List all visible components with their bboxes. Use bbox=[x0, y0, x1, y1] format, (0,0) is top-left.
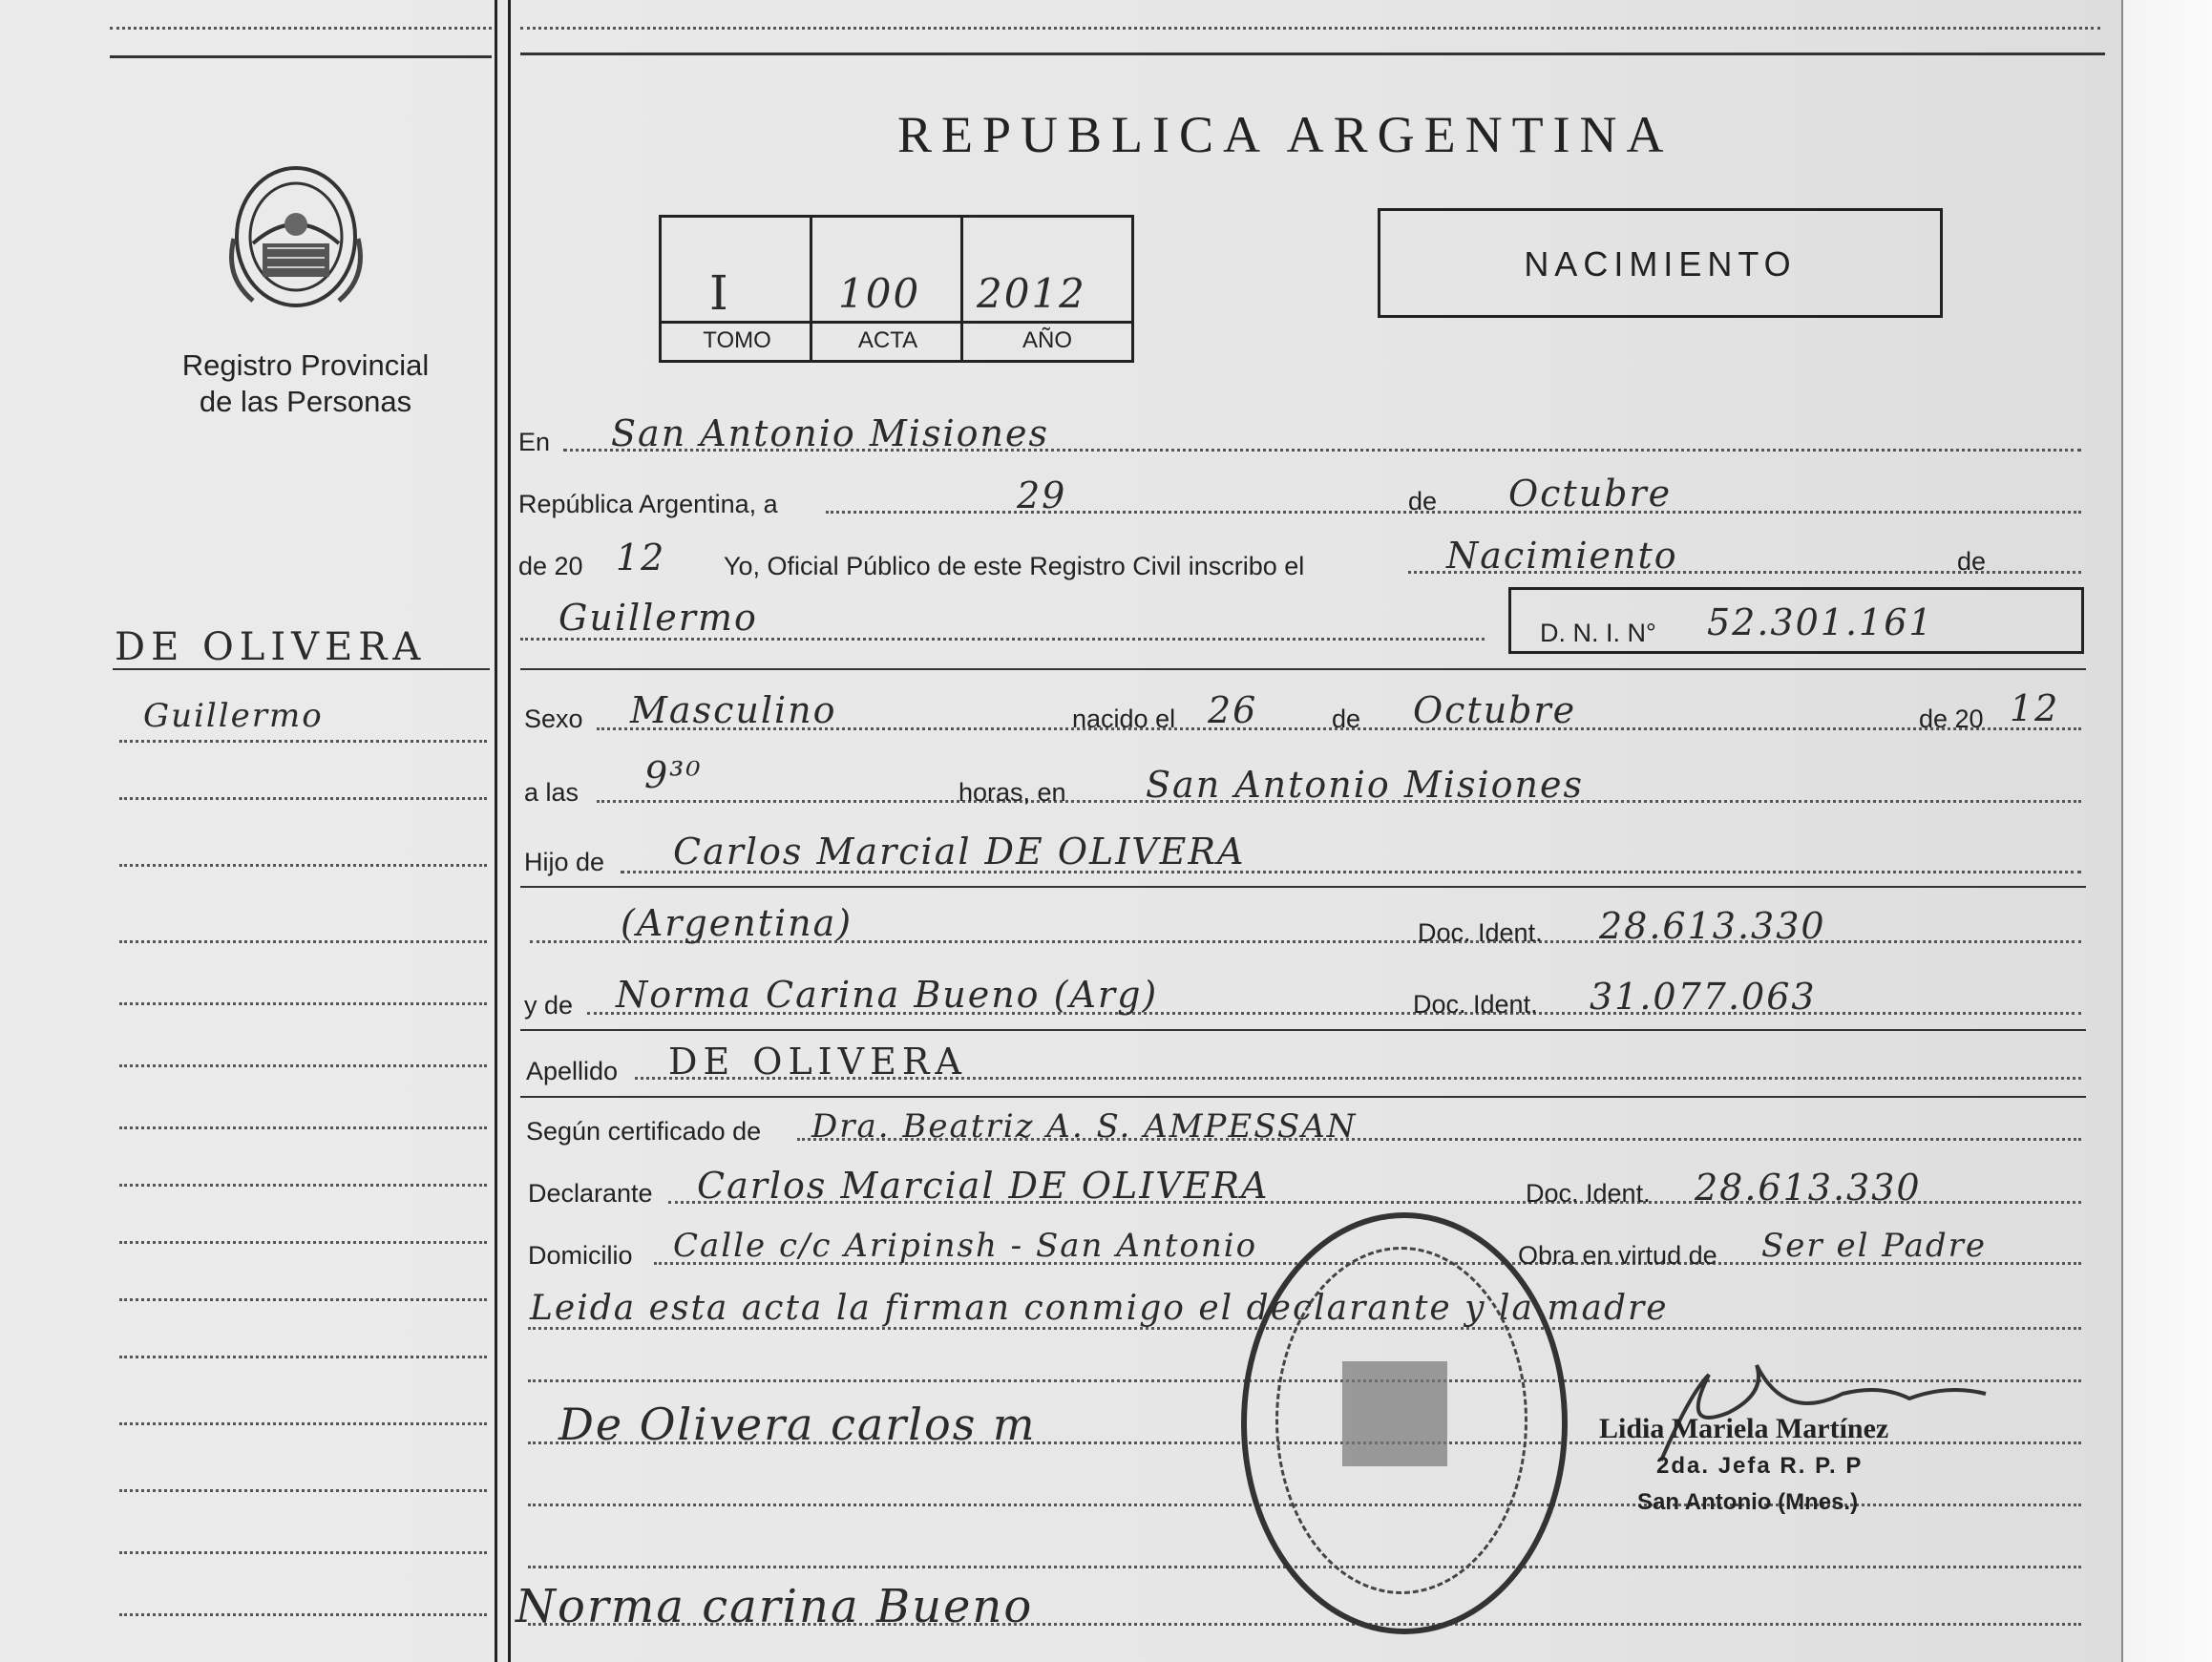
leida-text: Leida esta acta la firman conmigo el declarante y la madre bbox=[530, 1289, 1669, 1328]
en-value: San Antonio Misiones bbox=[611, 412, 1049, 454]
official-round-stamp bbox=[1241, 1212, 1568, 1634]
alas-label: a las bbox=[524, 778, 579, 807]
official-role: 2da. Jefa R. P. P bbox=[1656, 1453, 1864, 1479]
provincial-seal-emblem bbox=[215, 153, 377, 320]
registry-name-line1: Registro Provincial bbox=[181, 348, 430, 382]
sexo-value: Masculino bbox=[630, 689, 837, 731]
nacido-anio-prefix: de 20 bbox=[1919, 705, 1984, 733]
firma-madre: Norma carina Bueno bbox=[516, 1580, 1034, 1633]
stamp-center-emblem bbox=[1342, 1361, 1447, 1466]
hora-value: 9³⁰ bbox=[644, 754, 703, 796]
de-label: de bbox=[1408, 487, 1438, 515]
anio-prefix: de 20 bbox=[518, 552, 583, 580]
de-label-3: de bbox=[1332, 705, 1361, 733]
padre-doc: 28.613.330 bbox=[1599, 905, 1826, 947]
margin-surname: DE OLIVERA bbox=[115, 625, 427, 669]
margin-line bbox=[119, 864, 487, 867]
inscribe-value: Nacimiento bbox=[1446, 535, 1678, 577]
margin-line bbox=[119, 1356, 487, 1358]
nacido-mes: Octubre bbox=[1413, 689, 1577, 731]
padre-doc-label: Doc. Ident. bbox=[1418, 918, 1543, 947]
mes-value: Octubre bbox=[1508, 473, 1673, 515]
record-type-label: NACIMIENTO bbox=[1524, 244, 1797, 284]
margin-line bbox=[119, 1489, 487, 1492]
padre-value: Carlos Marcial DE OLIVERA bbox=[673, 831, 1246, 873]
record-type-box bbox=[1378, 208, 1943, 318]
sexo-label: Sexo bbox=[524, 705, 583, 733]
firma-padre: De Olivera carlos m bbox=[558, 1399, 1037, 1450]
obra-label: Obra en virtud de bbox=[1518, 1241, 1717, 1270]
de-label-2: de bbox=[1957, 547, 1987, 576]
form-top-rule bbox=[520, 53, 2105, 55]
apellido-label: Apellido bbox=[526, 1057, 619, 1085]
acta-table bbox=[659, 215, 1134, 363]
official-name: Lidia Mariela Martínez bbox=[1599, 1413, 1889, 1444]
dia-value: 29 bbox=[1017, 474, 1067, 516]
tomo-label: TOMO bbox=[703, 327, 771, 353]
margin-divider bbox=[508, 0, 511, 1662]
madre-doc: 31.077.063 bbox=[1590, 976, 1817, 1018]
margin-given-name: Guillermo bbox=[143, 697, 324, 735]
margin-line bbox=[119, 1126, 487, 1129]
en-label: En bbox=[518, 428, 551, 456]
certificado-label: Según certificado de bbox=[526, 1117, 762, 1146]
nacido-label: nacido el bbox=[1072, 705, 1176, 733]
republica-label: República Argentina, a bbox=[518, 490, 778, 518]
dni-value: 52.301.161 bbox=[1707, 601, 1934, 643]
yde-label: y de bbox=[524, 991, 574, 1020]
oficial-text: Yo, Oficial Público de este Registro Civil inscribo el bbox=[724, 552, 1305, 580]
madre-value: Norma Carina Bueno (Arg) bbox=[616, 974, 1159, 1016]
domicilio-label: Domicilio bbox=[528, 1241, 633, 1270]
margin-top-rule bbox=[110, 55, 492, 58]
nombre-value: Guillermo bbox=[558, 597, 758, 639]
declarante-label: Declarante bbox=[528, 1179, 653, 1208]
top-dotted-line bbox=[110, 27, 492, 30]
horas-label: horas, en bbox=[959, 778, 1066, 807]
nacido-dia: 26 bbox=[1208, 689, 1258, 731]
acta-value: 100 bbox=[838, 270, 921, 317]
tomo-value: I bbox=[709, 265, 730, 321]
margin-line bbox=[119, 1298, 487, 1301]
country-title: REPUBLICA ARGENTINA bbox=[897, 106, 1674, 163]
margin-line bbox=[119, 1002, 487, 1005]
anio-inscripcion: 12 bbox=[616, 536, 666, 579]
declarante-value: Carlos Marcial DE OLIVERA bbox=[697, 1165, 1270, 1207]
apellido-value: DE OLIVERA bbox=[668, 1041, 967, 1083]
margin-line bbox=[119, 740, 487, 743]
obra-value: Ser el Padre bbox=[1761, 1227, 1988, 1265]
margin-divider bbox=[495, 0, 497, 1662]
nacido-anio: 12 bbox=[2010, 687, 2060, 729]
official-place: San Antonio (Mnes.) bbox=[1637, 1489, 1859, 1515]
margin-line bbox=[119, 1064, 487, 1067]
acta-label: ACTA bbox=[857, 327, 918, 353]
margin-line bbox=[119, 1184, 487, 1187]
padre-nacionalidad: (Argentina) bbox=[621, 902, 853, 944]
dni-box bbox=[1508, 587, 2084, 654]
margin-line bbox=[119, 940, 487, 943]
margin-line bbox=[119, 1613, 487, 1616]
declarante-doc: 28.613.330 bbox=[1695, 1167, 1922, 1209]
page-edge bbox=[2121, 0, 2212, 1662]
dni-label: D. N. I. N° bbox=[1540, 619, 1656, 647]
registry-name-line2: de las Personas bbox=[199, 385, 412, 418]
certificado-value: Dra. Beatriz A. S. AMPESSAN bbox=[811, 1107, 1358, 1146]
margin-line bbox=[119, 1241, 487, 1244]
lugar-value: San Antonio Misiones bbox=[1146, 764, 1584, 806]
hijo-label: Hijo de bbox=[524, 848, 605, 876]
margin-line bbox=[119, 1551, 487, 1554]
domicilio-value: Calle c/c Aripinsh - San Antonio bbox=[673, 1227, 1258, 1265]
margin-line bbox=[119, 1422, 487, 1425]
declarante-doc-label: Doc. Ident. bbox=[1526, 1179, 1651, 1208]
anio-value: 2012 bbox=[977, 270, 1086, 317]
margin-line bbox=[113, 668, 490, 670]
madre-doc-label: Doc. Ident. bbox=[1413, 990, 1538, 1019]
margin-line bbox=[119, 797, 487, 800]
anio-label: AÑO bbox=[1022, 327, 1072, 353]
top-dotted-line bbox=[520, 27, 2100, 30]
